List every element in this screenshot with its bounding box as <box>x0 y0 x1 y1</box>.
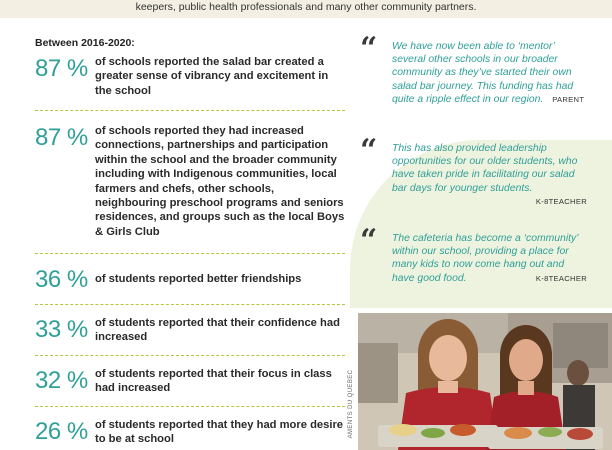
stat-percent: 32 % <box>35 367 88 394</box>
stat-text: of students reported better friendships <box>95 273 302 285</box>
quote-body <box>392 142 587 208</box>
top-banner <box>0 0 612 18</box>
stat-percent: 87 % <box>35 124 88 151</box>
intro-heading: Between 2016-2020: <box>35 37 135 49</box>
stat-text: of students reported that they had more desire to be at school <box>95 419 344 446</box>
stat-percent: 87 % <box>35 55 88 82</box>
quote-mark-icon: “ <box>360 31 378 66</box>
divider <box>35 355 345 356</box>
quote-attribution: K-8TEACHER <box>535 273 587 283</box>
quote-mark-icon: “ <box>360 133 378 168</box>
stat-percent: 26 % <box>35 418 88 445</box>
quote-attribution: K-8TEACHER <box>535 196 587 206</box>
quote-body <box>392 232 587 285</box>
banner-text: keepers, public health professionals and many other community partners. <box>135 1 477 13</box>
photo-credit-text: AMENTS DU QUEBEC <box>348 369 354 439</box>
quote-body <box>392 40 587 106</box>
divider <box>35 406 345 407</box>
divider <box>35 110 345 111</box>
quote-text: The cafeteria has become a ‘community’ within our school, providing a place for many kids to now come hang out and have good food. <box>392 233 578 284</box>
stat-text: of schools reported they had increased connections, partnerships and participation within the school and the broader community including with Indigenous communities, local farmers and chefs, other schools, neighbouring preschool programs and seniors residences, and groups such as the local Boys & Girls Club <box>95 125 345 238</box>
stat-text: of schools reported the salad bar created a greater sense of vibrancy and excitement in the school <box>95 56 329 97</box>
cafeteria-photo <box>358 313 612 450</box>
quote-attribution: PARENT <box>552 94 585 104</box>
quote-text: We have now been able to ‘mentor’ several other schools in our broader community as they’ve started their own salad bar journey. This funding has had quite a ripple effect in our region. <box>392 41 574 105</box>
stat-percent: 33 % <box>35 316 88 343</box>
divider <box>35 304 345 305</box>
quote-mark-icon: “ <box>360 223 378 258</box>
stat-text: of students reported that their confidence had increased <box>95 317 340 344</box>
divider <box>35 253 345 254</box>
stat-text: of students reported that their focus in class had increased <box>95 368 332 395</box>
students-illustration <box>358 313 612 450</box>
stat-percent: 36 % <box>35 266 88 293</box>
quote-text: This has also provided leadership opportunities for our older students, who have taken pride in facilitating our salad bar days for younger students. <box>392 143 578 194</box>
photo-credit <box>346 358 356 450</box>
